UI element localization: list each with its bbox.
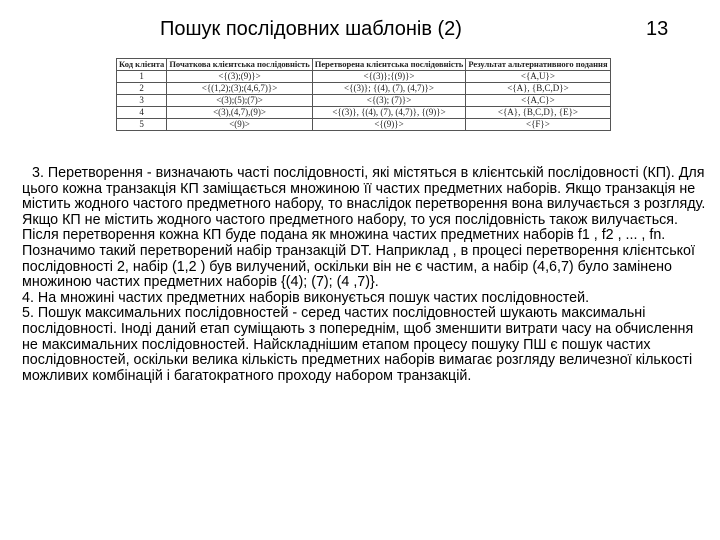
table-cell: <{F}>: [466, 119, 610, 131]
paragraph-dt-example: Позначимо такий перетворений набір транзакцій DT. Наприклад , в процесі перетворення клієнтської послідовності 2, набір (1,2 ) був вилучений, оскільки він не є частим, а набір (4,6,7) було замінено множиною частих предметних наборів {(4); (7); (4 ,7)}.: [22, 242, 695, 291]
table-cell: <(3);(5);(7)>: [167, 95, 312, 107]
paragraph-step-3: 3. Перетворення - визначають часті послідовності, які містяться в клієнтській послідовності (КП). Для цього кожна транзакція КП заміщається множиною її частих предметних наборів. Якщо транзакція не містить жодного частого предметного набору, то внаслідок перетворення вона вилучається з розгляду. Якщо КП не містить жодного частого предметного набору, то уся послідовність також вилучається. Після перетворення кожна КП буде подана як множина частих предметних наборів f1 , f2 , ... , fn.: [22, 165, 706, 244]
table-cell: <{(3)};{(9)}>: [312, 71, 466, 83]
table-cell: 4: [117, 107, 167, 119]
sequence-table: [116, 58, 611, 131]
table-cell: <{(9)}>: [312, 119, 466, 131]
table-cell: <(3),(4,7),(9)>: [167, 107, 312, 119]
table-row: [117, 71, 611, 83]
table-cell: 2: [117, 83, 167, 95]
table-cell: <{(1,2);(3);(4,6,7)}>: [167, 83, 312, 95]
header-initial-sequence: Початкова клієнтська послідовність: [167, 59, 312, 71]
table-cell: <{A,U}>: [466, 71, 610, 83]
table-row: [117, 95, 611, 107]
page-title: Пошук послідовних шаблонів (2): [160, 18, 462, 40]
table-cell: 1: [117, 71, 167, 83]
table-header-row: [117, 59, 611, 71]
header-client-code: Код клієнта: [117, 59, 167, 71]
table-cell: <(9)>: [167, 119, 312, 131]
table-cell: <{(3)}, {(4), (7), (4,7)}, {(9)}>: [312, 107, 466, 119]
paragraph-step-4: 4. На множині частих предметних наборів виконується пошук частих послідовностей.: [22, 289, 590, 306]
table-row: [117, 107, 611, 119]
table-row: [117, 119, 611, 131]
table-cell: <{A,C}>: [466, 95, 610, 107]
table-cell: 3: [117, 95, 167, 107]
table-cell: <{(3); (7)}>: [312, 95, 466, 107]
header-transformed-sequence: Перетворена клієнтська послідовність: [312, 59, 466, 71]
header-alternative-form: Результат альтернативного подання: [466, 59, 610, 71]
table-cell: <{(3);(9)}>: [167, 71, 312, 83]
table-cell: 5: [117, 119, 167, 131]
paragraph-step-5: 5. Пошук максимальних послідовностей - серед частих послідовностей шукають максимальні послідовності. Іноді даний етап суміщають з попереднім, щоб зменшити витрати часу на обчислення не максимальних послідовностей. Найскладнішим етапом процесу пошуку ПШ є пошук частих послідовностей, оскільки велика кількість предметних наборів вимагає розгляду величезної кількості можливих комбінацій і багатократного проходу набором транзакцій.: [22, 305, 694, 384]
body-text: [22, 166, 710, 384]
slide-number: 13: [646, 18, 669, 40]
table-cell: <{A}, {B,C,D}, {E}>: [466, 107, 610, 119]
sequence-table-container: [116, 58, 608, 131]
table-cell: <{A}, {B,C,D}>: [466, 83, 610, 95]
table-cell: <{(3)}; {(4), (7), (4,7)}>: [312, 83, 466, 95]
table-row: [117, 83, 611, 95]
